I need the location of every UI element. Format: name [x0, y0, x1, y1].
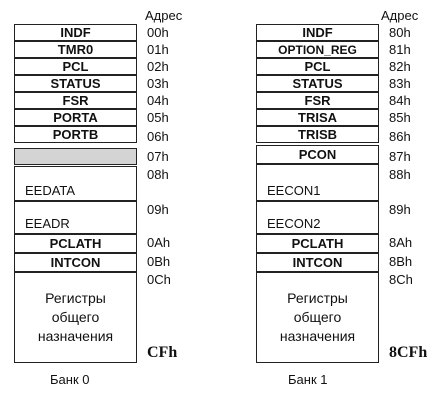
register-label: INTCON: [292, 255, 343, 270]
register-eecon1: [256, 164, 379, 201]
address-header: Адрес: [145, 8, 183, 23]
register-label: PCL: [62, 59, 89, 74]
register-indf: [256, 24, 379, 41]
register-label: INTCON: [50, 255, 101, 270]
register-option-reg: [256, 41, 379, 58]
register-label: EECON1: [267, 183, 321, 198]
address: 04h: [147, 93, 169, 108]
address: 82h: [389, 59, 411, 74]
register-label: EEADR: [25, 216, 70, 231]
register-label: PORTA: [53, 110, 98, 125]
register-label: FSR: [304, 93, 331, 108]
register-pclath: [256, 234, 379, 253]
register-pcon: [256, 145, 379, 164]
address-header: Адрес: [381, 8, 419, 23]
register-label: INDF: [302, 25, 333, 40]
end-address: 8CFh: [389, 344, 428, 361]
register-label: PCL: [304, 59, 331, 74]
gpr-label-line: Регистры: [287, 290, 348, 306]
address: 8Bh: [389, 254, 413, 269]
register-label: STATUS: [292, 76, 343, 91]
address: 81h: [389, 42, 411, 57]
address: 86h: [389, 129, 411, 144]
address: 02h: [147, 59, 169, 74]
register-pcl: [256, 58, 379, 75]
address: 08h: [147, 167, 169, 182]
address: 8Ch: [389, 272, 413, 287]
register-label: PCLATH: [291, 236, 344, 251]
register-label: FSR: [62, 93, 89, 108]
register-trisa: [256, 109, 379, 126]
address: 87h: [389, 149, 411, 164]
gpr-label-line: общего: [51, 309, 100, 325]
register-eecon2: [256, 201, 379, 234]
gpr-label-line: назначения: [37, 328, 114, 344]
register-label: PCON: [298, 147, 337, 162]
register-trisb: [256, 126, 379, 143]
address: 01h: [147, 42, 169, 57]
address: 05h: [147, 110, 169, 125]
register-label: TMR0: [57, 42, 94, 57]
address: 07h: [147, 149, 169, 164]
general-purpose-registers: [256, 272, 379, 363]
register-label: OPTION_REG: [278, 42, 357, 57]
register-label: PORTB: [52, 127, 99, 142]
address: 06h: [147, 129, 169, 144]
gpr-label-line: общего: [293, 309, 342, 325]
end-address: CFh: [147, 344, 178, 361]
address: 88h: [389, 167, 411, 182]
address: 89h: [389, 202, 411, 217]
register-label: TRISB: [298, 127, 337, 142]
address: 80h: [389, 25, 411, 40]
register-label: INDF: [60, 25, 91, 40]
address: 84h: [389, 93, 411, 108]
address: 0Ch: [147, 272, 171, 287]
register-status: [256, 75, 379, 92]
address: 8Ah: [389, 235, 413, 250]
bank-caption: Банк 0: [50, 372, 90, 387]
register-label: EECON2: [267, 216, 321, 231]
gpr-label-line: Регистры: [45, 290, 106, 306]
address: 0Bh: [147, 254, 171, 269]
register-intcon: [256, 253, 379, 272]
address: 83h: [389, 76, 411, 91]
register-label: PCLATH: [49, 236, 102, 251]
register-fsr: [256, 92, 379, 109]
register-label: TRISA: [298, 110, 337, 125]
bank-caption: Банк 1: [288, 372, 328, 387]
address: 03h: [147, 76, 169, 91]
address: 09h: [147, 202, 169, 217]
register-label: STATUS: [50, 76, 101, 91]
address: 85h: [389, 110, 411, 125]
register-label: EEDATA: [25, 183, 76, 198]
address: 0Ah: [147, 235, 171, 250]
gpr-label-line: назначения: [279, 328, 356, 344]
address: 00h: [147, 25, 169, 40]
